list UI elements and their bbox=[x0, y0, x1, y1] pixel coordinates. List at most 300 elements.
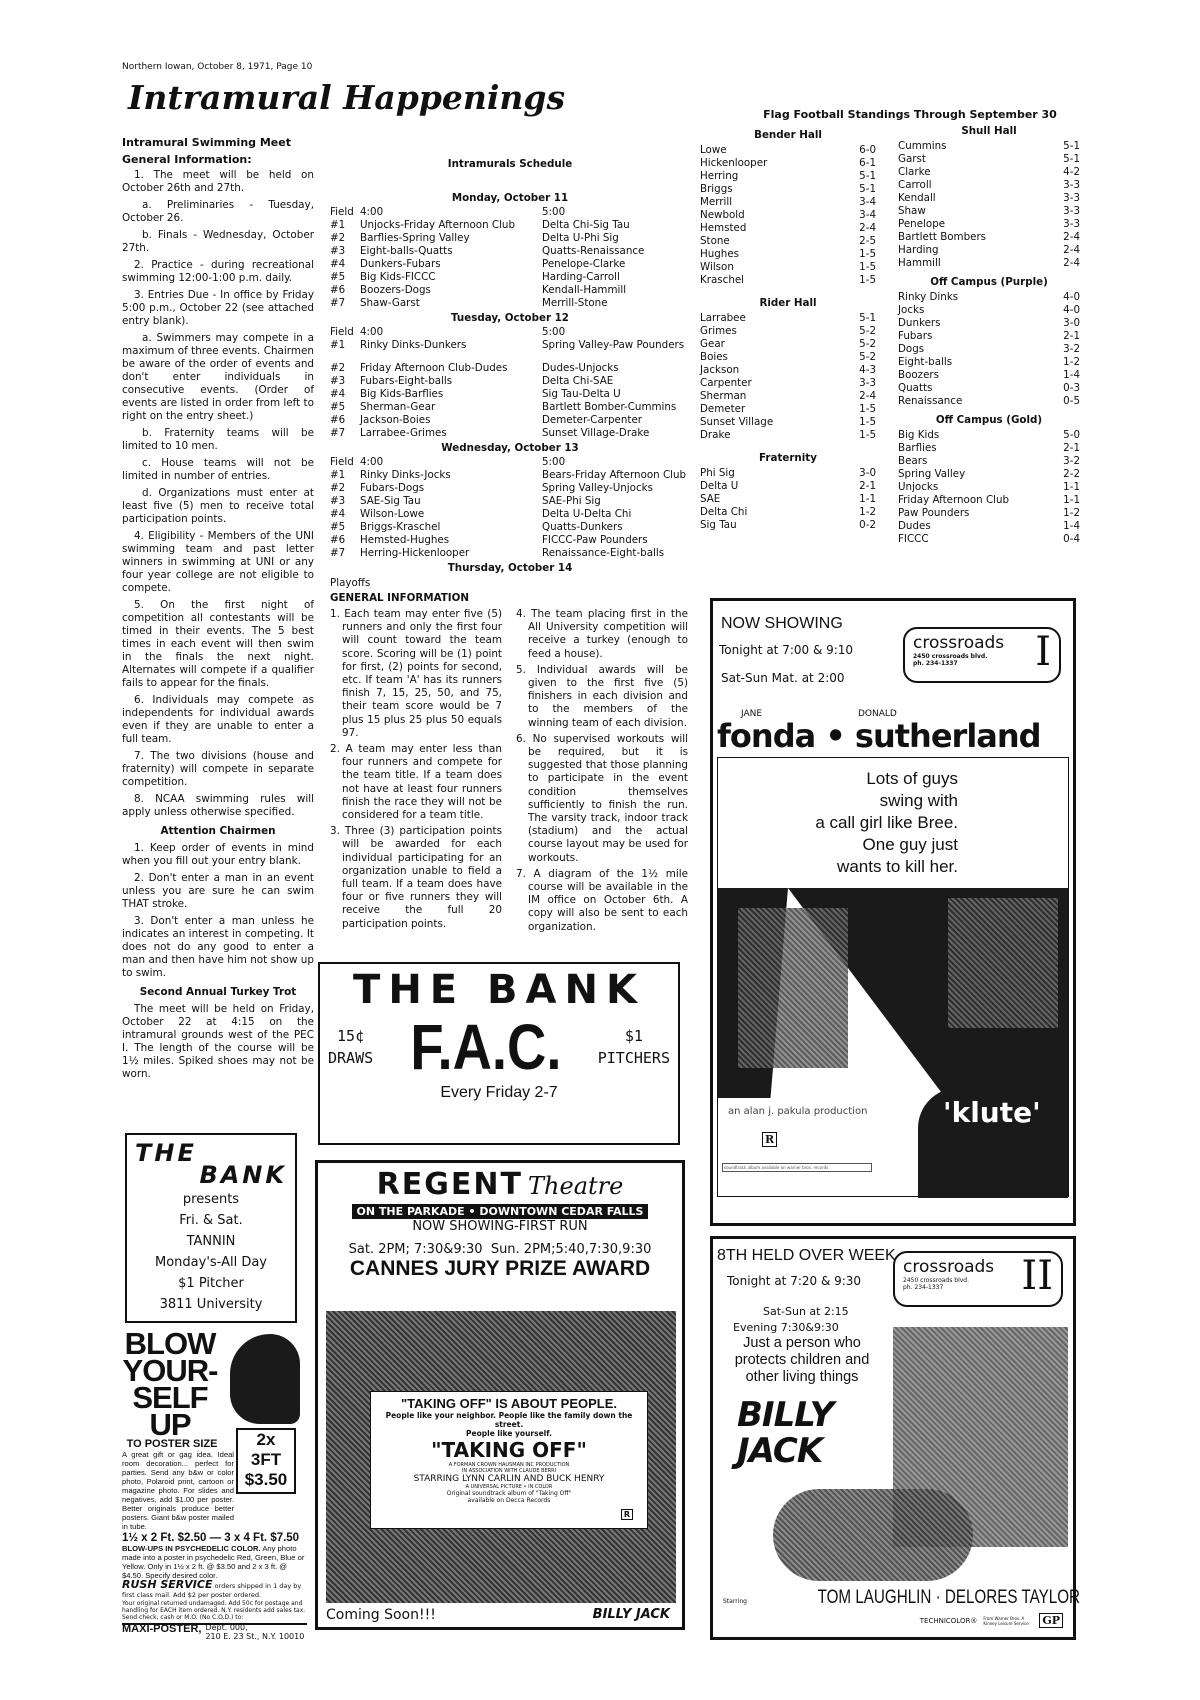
team-name: FICCC bbox=[898, 533, 929, 545]
team-record: 3-2 bbox=[1063, 455, 1080, 467]
team-name: Unjocks bbox=[898, 481, 939, 493]
team-record: 0-2 bbox=[859, 519, 876, 531]
regent-now-showing: NOW SHOWING-FIRST RUN bbox=[412, 1219, 588, 1234]
paragraph: 1. The meet will be held on October 26th and 27th. bbox=[122, 169, 314, 194]
klute-now-showing: NOW SHOWING bbox=[721, 615, 843, 632]
late-game: Dudes-Unjocks bbox=[542, 362, 619, 374]
team-record: 1-5 bbox=[859, 274, 876, 286]
standing-row bbox=[700, 209, 876, 222]
field-time-header bbox=[330, 456, 690, 469]
field-number: #4 bbox=[330, 388, 346, 400]
standing-row bbox=[700, 364, 876, 377]
team-name: Phi Sig bbox=[700, 467, 735, 479]
early-game: Dunkers-Fubars bbox=[360, 258, 441, 270]
klute-records: soundtrack album available on warner bros. records bbox=[722, 1163, 872, 1172]
field-number: #2 bbox=[330, 362, 346, 374]
standing-row bbox=[898, 192, 1080, 205]
team-name: Dunkers bbox=[898, 317, 941, 329]
bank-line: Monday's-All Day bbox=[155, 1255, 267, 1270]
schedule-row bbox=[330, 362, 690, 375]
field-label: Field bbox=[330, 326, 354, 338]
tagline-line: One guy just bbox=[862, 835, 958, 854]
poster-headline-1: BLOW bbox=[124, 1326, 216, 1361]
cannes-award: CANNES JURY PRIZE AWARD bbox=[349, 1257, 651, 1280]
team-name: Delta Chi bbox=[700, 506, 748, 518]
early-time: 4:00 bbox=[360, 456, 384, 468]
standing-row bbox=[700, 222, 876, 235]
schedule-row bbox=[330, 232, 690, 245]
team-record: 4-0 bbox=[1063, 304, 1080, 316]
team-name: Lowe bbox=[700, 144, 727, 156]
standing-row bbox=[700, 493, 876, 506]
paragraph: 3. Entries Due - In office by Friday 5:00 p.m., October 22 (see attached entry blank). bbox=[122, 289, 314, 327]
standing-row bbox=[898, 330, 1080, 343]
team-record: 2-1 bbox=[859, 480, 876, 492]
paragraph: 8. NCAA swimming rules will apply unless otherwise specified. bbox=[122, 793, 314, 818]
paragraph: The meet will be held on Friday, October 22 at 4:15 on the intramural grounds west of the PEC I. The length of the course will be 1½ miles. Spiked shoes may not be worn. bbox=[122, 1003, 314, 1080]
paragraph: 3. Don't enter a man unless he indicates an interest in competing. It does not do any good to enter a man and then have him not show up to swim. bbox=[122, 915, 314, 979]
price-box-3: $3.50 bbox=[244, 1470, 288, 1489]
field-number: #3 bbox=[330, 245, 346, 257]
team-name: Spring Valley bbox=[898, 468, 966, 480]
division-heading: Rider Hall bbox=[759, 297, 817, 309]
team-name: Renaissance bbox=[898, 395, 963, 407]
team-record: 3-0 bbox=[859, 467, 876, 479]
the-bank-presents-ad bbox=[125, 1133, 297, 1323]
standing-row bbox=[700, 403, 876, 416]
field-number: #7 bbox=[330, 297, 346, 309]
paragraph: d. Organizations must enter at least five (5) men to receive total participation points. bbox=[122, 487, 314, 525]
early-game: Sherman-Gear bbox=[360, 401, 436, 413]
fac-title: THE BANK bbox=[353, 967, 645, 1013]
early-time: 4:00 bbox=[360, 326, 384, 338]
section-heading: Intramural Swimming Meet bbox=[122, 136, 291, 149]
association-credit: IN ASSOCIATION WITH CLAUDE BERRI bbox=[461, 1468, 557, 1474]
team-name: Jackson bbox=[700, 364, 740, 376]
theater-phone: ph. 234-1337 bbox=[913, 660, 958, 667]
team-record: 2-1 bbox=[1063, 330, 1080, 342]
klute-inner-frame bbox=[717, 757, 1069, 1197]
division-heading: Off Campus (Purple) bbox=[930, 276, 1048, 288]
late-game: Sig Tau-Delta U bbox=[542, 388, 621, 400]
team-name: Demeter bbox=[700, 403, 746, 415]
team-name: Hemsted bbox=[700, 222, 747, 234]
paragraph: 7. The two divisions (house and fraternity) will compete in separate competition. bbox=[122, 750, 314, 788]
standing-row bbox=[898, 429, 1080, 442]
info-item: 5. Individual awards will be given to the first five (5) finishers in each division and to the members of the winning team of each division. bbox=[516, 663, 688, 729]
rush-title: RUSH SERVICE bbox=[122, 1578, 213, 1591]
field-number: #7 bbox=[330, 547, 346, 559]
schedule-row bbox=[330, 414, 690, 427]
taking-off-copy-box bbox=[370, 1391, 648, 1529]
theater-number: I bbox=[1035, 629, 1051, 675]
standing-row bbox=[700, 338, 876, 351]
standing-row bbox=[700, 144, 876, 157]
standings-title: Flag Football Standings Through September 30 bbox=[763, 108, 1057, 121]
team-record: 2-2 bbox=[1063, 468, 1080, 480]
team-name: Harding bbox=[898, 244, 939, 256]
standing-row bbox=[898, 442, 1080, 455]
intramurals-schedule bbox=[330, 156, 690, 937]
paragraph: 2. Don't enter a man in an event unless you are sure he can swim THAT stroke. bbox=[122, 872, 314, 910]
early-game: Friday Afternoon Club-Dudes bbox=[360, 362, 508, 374]
team-record: 3-3 bbox=[1063, 205, 1080, 217]
regent-theatre-ad bbox=[315, 1160, 685, 1630]
early-game: Jackson-Boies bbox=[360, 414, 431, 426]
late-game: Quatts-Renaissance bbox=[542, 245, 645, 257]
field-number: #4 bbox=[330, 258, 346, 270]
standing-row bbox=[700, 519, 876, 532]
standing-row bbox=[700, 261, 876, 274]
standing-row bbox=[898, 304, 1080, 317]
division-heading: Bender Hall bbox=[754, 129, 822, 141]
team-record: 2-4 bbox=[1063, 244, 1080, 256]
team-name: Clarke bbox=[898, 166, 931, 178]
late-game: Harding-Carroll bbox=[542, 271, 620, 283]
billy-evening: Evening 7:30&9:30 bbox=[733, 1321, 839, 1334]
production-credit: A FORMAN CROWN HAUSMAN INC PRODUCTION bbox=[448, 1462, 570, 1468]
paragraph: b. Fraternity teams will be limited to 10 men. bbox=[122, 427, 314, 452]
standing-row bbox=[700, 235, 876, 248]
field-number: #7 bbox=[330, 427, 346, 439]
team-record: 2-4 bbox=[859, 222, 876, 234]
team-record: 1-2 bbox=[1063, 507, 1080, 519]
team-record: 5-1 bbox=[1063, 153, 1080, 165]
team-name: Gear bbox=[700, 338, 725, 350]
team-name: Wilson bbox=[700, 261, 734, 273]
team-name: Eight-balls bbox=[898, 356, 953, 368]
billy-sat-sun: Sat-Sun at 2:15 bbox=[763, 1305, 849, 1318]
late-game: Spring Valley-Paw Pounders bbox=[542, 339, 685, 351]
tagline-line: Just a person who bbox=[743, 1335, 861, 1351]
team-record: 4-2 bbox=[1063, 166, 1080, 178]
team-record: 3-2 bbox=[1063, 343, 1080, 355]
paragraph: 2. Practice - during recreational swimming 12:00-1:00 p.m. daily. bbox=[122, 259, 314, 284]
tagline-line: swing with bbox=[879, 791, 958, 810]
paragraph: 5. On the first night of competition all contestants will be timed in their events. The 5 best times in each event will then swim in the finals the next night. Alternates will compete if a qualifier fails to appear for the finals. bbox=[122, 599, 314, 689]
team-record: 1-2 bbox=[859, 506, 876, 518]
crossroads-ii-logo bbox=[893, 1251, 1063, 1307]
technicolor: TECHNICOLOR® bbox=[919, 1616, 978, 1625]
team-name: Stone bbox=[700, 235, 730, 247]
sutherland-photo bbox=[738, 908, 848, 1068]
late-game: Demeter-Carpenter bbox=[542, 414, 643, 426]
late-game: Bears-Friday Afternoon Club bbox=[542, 469, 687, 481]
ad-the: THE bbox=[135, 1139, 197, 1167]
early-game: Big Kids-FICCC bbox=[360, 271, 436, 283]
taking-off-stars: STARRING LYNN CARLIN AND BUCK HENRY bbox=[413, 1474, 605, 1484]
early-game: Fubars-Eight-balls bbox=[360, 375, 453, 387]
late-time: 5:00 bbox=[542, 326, 566, 338]
klute-title: 'klute' bbox=[943, 1096, 1041, 1129]
pitchers-price: $1 bbox=[624, 1027, 643, 1045]
general-info-right bbox=[516, 608, 688, 937]
early-game: Shaw-Garst bbox=[360, 297, 420, 309]
paragraph: a. Swimmers may compete in a maximum of three events. Chairmen be aware of the order of events and don't enter individuals in consecutive events. (Order of events are listed in order from left to right on the entry sheet.) bbox=[122, 332, 314, 422]
team-record: 2-1 bbox=[1063, 442, 1080, 454]
regent-name: REGENT bbox=[376, 1167, 523, 1202]
team-name: Fubars bbox=[898, 330, 933, 342]
team-name: Friday Afternoon Club bbox=[898, 494, 1010, 506]
team-name: Garst bbox=[898, 153, 926, 165]
bank-line: 3811 University bbox=[159, 1297, 263, 1312]
field-number: #4 bbox=[330, 508, 346, 520]
team-name: Hickenlooper bbox=[700, 157, 768, 169]
held-over: 8TH HELD OVER WEEK bbox=[717, 1247, 896, 1264]
early-game: Wilson-Lowe bbox=[360, 508, 425, 520]
team-name: Merrill bbox=[700, 196, 733, 208]
team-name: Jocks bbox=[898, 304, 925, 316]
team-record: 6-0 bbox=[859, 144, 876, 156]
standing-row bbox=[898, 356, 1080, 369]
early-game: Rinky Dinks-Jocks bbox=[360, 469, 451, 481]
standing-row bbox=[898, 369, 1080, 382]
team-name: SAE bbox=[700, 493, 721, 505]
early-game: SAE-Sig Tau bbox=[360, 495, 421, 507]
field-number: #1 bbox=[330, 219, 346, 231]
standing-row bbox=[898, 179, 1080, 192]
schedule-row bbox=[330, 495, 690, 508]
thursday-header: Thursday, October 14 bbox=[447, 562, 573, 574]
info-item: 2. A team may enter less than four runners and compete for the team title. If a team does not have at least four runners finish the race they will not be considered for a team title. bbox=[330, 743, 502, 822]
team-record: 0-4 bbox=[1063, 533, 1080, 545]
section-heading: Second Annual Turkey Trot bbox=[139, 986, 297, 998]
pakula-credit: an alan j. pakula production bbox=[728, 1106, 868, 1117]
standing-row bbox=[898, 205, 1080, 218]
bank-line: presents bbox=[182, 1192, 240, 1207]
late-game: FICCC-Paw Pounders bbox=[542, 534, 648, 546]
team-record: 5-1 bbox=[1063, 140, 1080, 152]
field-number: #3 bbox=[330, 495, 346, 507]
early-game: Larrabee-Grimes bbox=[360, 427, 447, 439]
team-record: 5-1 bbox=[859, 170, 876, 182]
team-record: 1-5 bbox=[859, 416, 876, 428]
field-number: #6 bbox=[330, 284, 346, 296]
standing-row bbox=[700, 274, 876, 287]
fac-name: F.A.C. bbox=[409, 1011, 562, 1083]
people-line-1: People like your neighbor. People like the family down the street. bbox=[385, 1411, 633, 1429]
team-record: 6-1 bbox=[859, 157, 876, 169]
klute-matinee: Sat-Sun Mat. at 2:00 bbox=[721, 671, 845, 685]
klute-rating: R bbox=[762, 1132, 777, 1147]
schedule-row bbox=[330, 339, 690, 352]
billy-jack-ad bbox=[710, 1236, 1081, 1640]
standing-row bbox=[898, 291, 1080, 304]
standing-row bbox=[700, 351, 876, 364]
rating-badge: R bbox=[621, 1509, 633, 1520]
team-name: Drake bbox=[700, 429, 731, 441]
early-game: Herring-Hickenlooper bbox=[360, 547, 470, 559]
standing-row bbox=[898, 468, 1080, 481]
field-number: #1 bbox=[330, 339, 346, 351]
late-game: Bartlett Bomber-Cummins bbox=[542, 401, 677, 413]
field-number: #3 bbox=[330, 375, 346, 387]
standing-row bbox=[898, 343, 1080, 356]
standing-row bbox=[898, 231, 1080, 244]
standing-row bbox=[898, 382, 1080, 395]
flag-football-standings bbox=[700, 108, 1080, 546]
team-name: Sherman bbox=[700, 390, 747, 402]
team-record: 3-3 bbox=[1063, 192, 1080, 204]
bank-line: Fri. & Sat. bbox=[179, 1213, 243, 1228]
info-item: 1. Each team may enter five (5) runners and only the first four will count toward the team score. Scoring will be (1) point for first, (2) points for second, etc. If team 'A' has its runners finish 7, 15, 25, 50, and 75, their team score would be 7 plus 15 plus 25 plus 50 equals 97. bbox=[330, 608, 502, 739]
standing-row bbox=[898, 218, 1080, 231]
regent-times: Sat. 2PM; 7:30&9:30 Sun. 2PM;5:40,7:30,9:30 bbox=[348, 1242, 652, 1257]
standing-row bbox=[700, 377, 876, 390]
team-record: 5-0 bbox=[1063, 429, 1080, 441]
bank-line: $1 Pitcher bbox=[178, 1276, 244, 1291]
standing-row bbox=[700, 196, 876, 209]
team-record: 3-4 bbox=[859, 196, 876, 208]
late-game: Kendall-Hammill bbox=[542, 284, 627, 296]
standing-row bbox=[898, 481, 1080, 494]
late-game: Quatts-Dunkers bbox=[542, 521, 623, 533]
people-line-2: People like yourself. bbox=[466, 1429, 552, 1438]
standing-row bbox=[898, 140, 1080, 153]
team-name: Kraschel bbox=[700, 274, 745, 286]
team-record: 3-3 bbox=[1063, 179, 1080, 191]
masthead: Northern Iowan, October 8, 1971, Page 10 bbox=[122, 62, 313, 72]
regent-theatre-word: Theatre bbox=[528, 1172, 624, 1200]
schedule-title: Intramurals Schedule bbox=[447, 158, 573, 170]
late-time: 5:00 bbox=[542, 456, 566, 468]
schedule-row bbox=[330, 482, 690, 495]
standing-row bbox=[700, 157, 876, 170]
gp-rating: GP bbox=[1039, 1613, 1063, 1628]
standing-row bbox=[898, 395, 1080, 408]
poster-fine-print: Your original returned undamaged. Add 50c for postage and handling for EACH item ordered. N.Y. residents add sales tax. Send check, cash or M.O. (No C.O.D.) to: bbox=[122, 1600, 306, 1621]
section-heading: Attention Chairmen bbox=[160, 825, 276, 837]
team-record: 3-0 bbox=[1063, 317, 1080, 329]
field-number: #5 bbox=[330, 401, 346, 413]
team-record: 1-5 bbox=[859, 261, 876, 273]
team-record: 2-4 bbox=[1063, 231, 1080, 243]
late-game: Delta U-Delta Chi bbox=[542, 508, 632, 520]
team-name: Briggs bbox=[700, 183, 733, 195]
psych-text: Any photo made into a poster in psychedelic Red, Green, Blue or Yellow. Only in 1½ x 2 ft. @ $3.50 and 2 x 3 ft. @ $4.50. Specify desired color. bbox=[122, 1544, 305, 1580]
team-name: Barflies bbox=[898, 442, 937, 454]
standing-row bbox=[700, 429, 876, 442]
team-name: Herring bbox=[700, 170, 739, 182]
team-name: Paw Pounders bbox=[898, 507, 970, 519]
early-game: Boozers-Dogs bbox=[360, 284, 431, 296]
poster-address-1: Dept. 000, bbox=[205, 1623, 248, 1632]
standing-row bbox=[700, 506, 876, 519]
first-name-jane: JANE bbox=[741, 709, 763, 719]
theater-address: 2450 crossroads blvd. bbox=[913, 653, 988, 660]
standing-row bbox=[898, 317, 1080, 330]
swimming-meet-article bbox=[122, 132, 314, 1085]
late-game: SAE-Phi Sig bbox=[542, 495, 601, 507]
late-game: Delta Chi-Sig Tau bbox=[542, 219, 630, 231]
schedule-row bbox=[330, 547, 690, 560]
early-game: Briggs-Kraschel bbox=[360, 521, 441, 533]
price-box-1: 2x bbox=[256, 1430, 276, 1449]
team-record: 4-0 bbox=[1063, 291, 1080, 303]
team-name: Hughes bbox=[700, 248, 740, 260]
team-record: 2-4 bbox=[859, 390, 876, 402]
team-record: 0-3 bbox=[1063, 382, 1080, 394]
team-record: 5-2 bbox=[859, 325, 876, 337]
klute-tonight: Tonight at 7:00 & 9:10 bbox=[719, 643, 854, 657]
info-item: 3. Three (3) participation points will be awarded for each individual participating for an organization unable to field a full team. If a team does have four or five runners they will receive the full 20 participation points. bbox=[330, 825, 502, 930]
schedule-row bbox=[330, 534, 690, 547]
tagline-line: other living things bbox=[745, 1369, 859, 1385]
division-heading: Shull Hall bbox=[961, 125, 1017, 137]
pitchers-label: PITCHERS bbox=[597, 1049, 670, 1067]
standing-row bbox=[898, 507, 1080, 520]
billy-title-1: BILLY bbox=[737, 1395, 834, 1435]
schedule-row bbox=[330, 258, 690, 271]
theater-name: crossroads bbox=[913, 633, 1005, 653]
team-record: 5-2 bbox=[859, 338, 876, 350]
standing-row bbox=[700, 170, 876, 183]
schedule-row bbox=[330, 245, 690, 258]
section-heading: General Information: bbox=[122, 153, 252, 166]
standing-row bbox=[898, 520, 1080, 533]
paragraph: b. Finals - Wednesday, October 27th. bbox=[122, 229, 314, 254]
universal-credit: A UNIVERSAL PICTURE • IN COLOR bbox=[465, 1484, 553, 1490]
standing-row bbox=[700, 390, 876, 403]
team-name: Bears bbox=[898, 455, 928, 467]
division-heading: Fraternity bbox=[759, 452, 817, 464]
taking-off-about: "TAKING OFF" IS ABOUT PEOPLE. bbox=[401, 1396, 617, 1411]
team-record: 2-5 bbox=[859, 235, 876, 247]
schedule-row bbox=[330, 469, 690, 482]
team-record: 0-5 bbox=[1063, 395, 1080, 407]
team-name: Big Kids bbox=[898, 429, 940, 441]
team-name: Bartlett Bombers bbox=[898, 231, 987, 243]
field-time-header bbox=[330, 206, 690, 219]
early-game: Rinky Dinks-Dunkers bbox=[360, 339, 467, 351]
billy-tonight: Tonight at 7:20 & 9:30 bbox=[727, 1274, 862, 1288]
schedule-row bbox=[330, 508, 690, 521]
starring-label: Starring bbox=[723, 1598, 747, 1605]
standing-row bbox=[700, 325, 876, 338]
field-number: #2 bbox=[330, 232, 346, 244]
general-info-title: GENERAL INFORMATION bbox=[330, 592, 469, 604]
draws-price: 15¢ bbox=[337, 1027, 365, 1045]
poster-body: A great gift or gag idea. Ideal room decoration... perfect for parties. Send any b&w or color photo, Polaroid print, cartoon or magazine photo. For slides and negatives, add $1.00 per poster. Better originals produce better posters. Giant b&w poster mailed in tube. bbox=[122, 1450, 234, 1531]
poster-headline-3: SELF UP bbox=[132, 1380, 208, 1442]
billy-stars: TOM LAUGHLIN · DELORES TAYLOR bbox=[817, 1587, 1081, 1608]
team-record: 1-1 bbox=[1063, 481, 1080, 493]
team-name: Boozers bbox=[898, 369, 940, 381]
page-title: Intramural Happenings bbox=[128, 78, 566, 117]
team-record: 3-3 bbox=[859, 377, 876, 389]
klute-stars: fonda • sutherland bbox=[717, 717, 1041, 755]
paragraph: 1. Keep order of events in mind when you fill out your entry blank. bbox=[122, 842, 314, 867]
standing-row bbox=[700, 416, 876, 429]
paragraph: c. House teams will not be limited in number of entries. bbox=[122, 457, 314, 482]
distributor: From Warner Bros. A Kinney Leisure Service bbox=[983, 1615, 1029, 1626]
team-name: Grimes bbox=[700, 325, 737, 337]
late-game: Delta U-Phi Sig bbox=[542, 232, 619, 244]
field-number: #2 bbox=[330, 482, 346, 494]
tagline-line: wants to kill her. bbox=[837, 857, 958, 876]
info-item: 7. A diagram of the 1½ mile course will be available in the IM office on October 6th. A copy will also be sent to each organization. bbox=[516, 867, 688, 933]
team-name: Sunset Village bbox=[700, 416, 774, 428]
tagline-line: Lots of guys bbox=[866, 769, 958, 788]
schedule-row bbox=[330, 219, 690, 232]
draws-label: DRAWS bbox=[328, 1049, 374, 1067]
team-record: 2-4 bbox=[1063, 257, 1080, 269]
late-game: Penelope-Clarke bbox=[542, 258, 626, 270]
woman-portrait-image bbox=[230, 1334, 300, 1424]
late-time: 5:00 bbox=[542, 206, 566, 218]
taking-off-title: "TAKING OFF" bbox=[431, 1438, 587, 1462]
field-number: #1 bbox=[330, 469, 346, 481]
